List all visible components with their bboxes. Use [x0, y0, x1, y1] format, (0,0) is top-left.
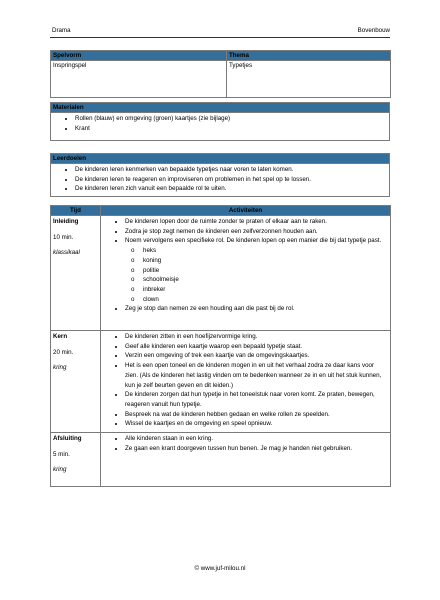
leerdoelen-heading: Leerdoelen	[51, 154, 390, 164]
schedule-table	[50, 205, 391, 487]
tijd-heading: Tijd	[51, 206, 101, 216]
list-item: • De kinderen leren kenmerken van bepaalde typetjes naar voren te laten komen.	[75, 165, 387, 175]
spelvorm-value: Inspringspel	[51, 61, 227, 98]
activity-list	[103, 332, 388, 429]
list-item: • Verzin een omgeving of trek een kaartje van de omgevingskaartjes.	[125, 351, 388, 361]
list-item: • Bespreek na wat de kinderen hebben gedaan en welke rollen ze speelden.	[125, 410, 388, 420]
phase-form: klassikaal	[53, 249, 80, 257]
sub-list-item: o koning	[143, 256, 388, 266]
list-item: • Wissel de kaartjes en de omgeving en speel opnieuw.	[125, 419, 388, 429]
list-item: • Het is een open toneel en de kinderen mogen in en uit het verhaal zodra ze daar kans voor zien. (Als de kinderen het lastig vinden om te bedenken wanneer ze in en uit het stuk kunnen, kun je zelf beurten geven en dit leiden.)	[125, 361, 388, 390]
activiteiten-heading: Activiteiten	[101, 206, 391, 216]
page-header	[50, 27, 390, 37]
list-item: • De kinderen zorgen dat hun typetje in het toneelstuk naar voren komt. Ze praten, bewegen, reageren vanuit hun typetje.	[125, 390, 388, 409]
list-item: • Geef alle kinderen een kaartje waarop een bepaald typetje staat.	[125, 342, 388, 352]
footer-copyright: © www.juf-milou.nl	[194, 565, 246, 572]
sub-list-item: o politie	[143, 266, 388, 276]
list-item-text: Noem vervolgens een specifieke rol. De kinderen lopen op een manier die bij dat typetje past.	[125, 237, 382, 245]
list-item: • De kinderen leren zich vanuit een bepaalde rol te uiten.	[75, 184, 387, 194]
list-item	[125, 236, 388, 304]
list-item: • Zodra je stop zegt nemen de kinderen een zelfverzonnen houden aan.	[125, 227, 388, 237]
list-item: • De kinderen leren te reageren en improviseren om problemen in het spel op te lossen.	[75, 175, 387, 185]
role-sublist	[125, 246, 388, 304]
list-item: • De kinderen lopen door de ruimte zonder te praten of elkaar aan te raken.	[125, 217, 388, 227]
table-row	[51, 331, 391, 433]
spelvorm-heading: Spelvorm	[51, 51, 227, 61]
materialen-table	[50, 102, 390, 141]
table-row	[51, 433, 391, 487]
phase-label: Afsluiting	[53, 435, 82, 442]
activity-list	[103, 217, 388, 314]
table-row	[51, 216, 391, 331]
list-item: • Krant	[75, 124, 387, 134]
sub-list-item: o schoolmeisje	[143, 275, 388, 285]
phase-duration: 10 min.	[53, 233, 74, 241]
list-item: • Alle kinderen staan in een kring.	[125, 434, 388, 444]
activity-list	[103, 434, 388, 453]
phase-label: Kern	[53, 333, 68, 340]
phase-form: kring	[53, 364, 67, 372]
phase-label: Inleiding	[53, 218, 79, 225]
thema-value: Typetjes	[227, 61, 391, 98]
list-item: • Rollen (blauw) en omgeving (groen) kaartjes (zie bijlage)	[75, 114, 387, 124]
leerdoelen-list	[53, 165, 387, 194]
leerdoelen-table	[50, 153, 390, 197]
header-divider	[50, 37, 390, 38]
sub-list-item: o inbreker	[143, 285, 388, 295]
sub-list-item: o clown	[143, 295, 388, 305]
thema-heading: Thema	[227, 51, 391, 61]
phase-form: kring	[53, 466, 67, 474]
phase-duration: 20 min.	[53, 348, 74, 356]
list-item: • De kinderen zitten in een hoefijzervormige kring.	[125, 332, 388, 342]
group-label: Bovenbouw	[357, 27, 390, 34]
subject-label: Drama	[52, 27, 71, 34]
materialen-list	[53, 114, 387, 133]
list-item: • Zeg je stop dan nemen ze een houding aan die past bij de rol.	[125, 304, 388, 314]
spelvorm-thema-table	[50, 50, 391, 98]
phase-duration: 5 min.	[53, 450, 70, 458]
materialen-heading: Materialen	[51, 103, 390, 113]
list-item: • Ze gaan een krant doorgeven tussen hun benen. Je mag je handen niet gebruiken.	[125, 444, 388, 454]
sub-list-item: o heks	[143, 246, 388, 256]
